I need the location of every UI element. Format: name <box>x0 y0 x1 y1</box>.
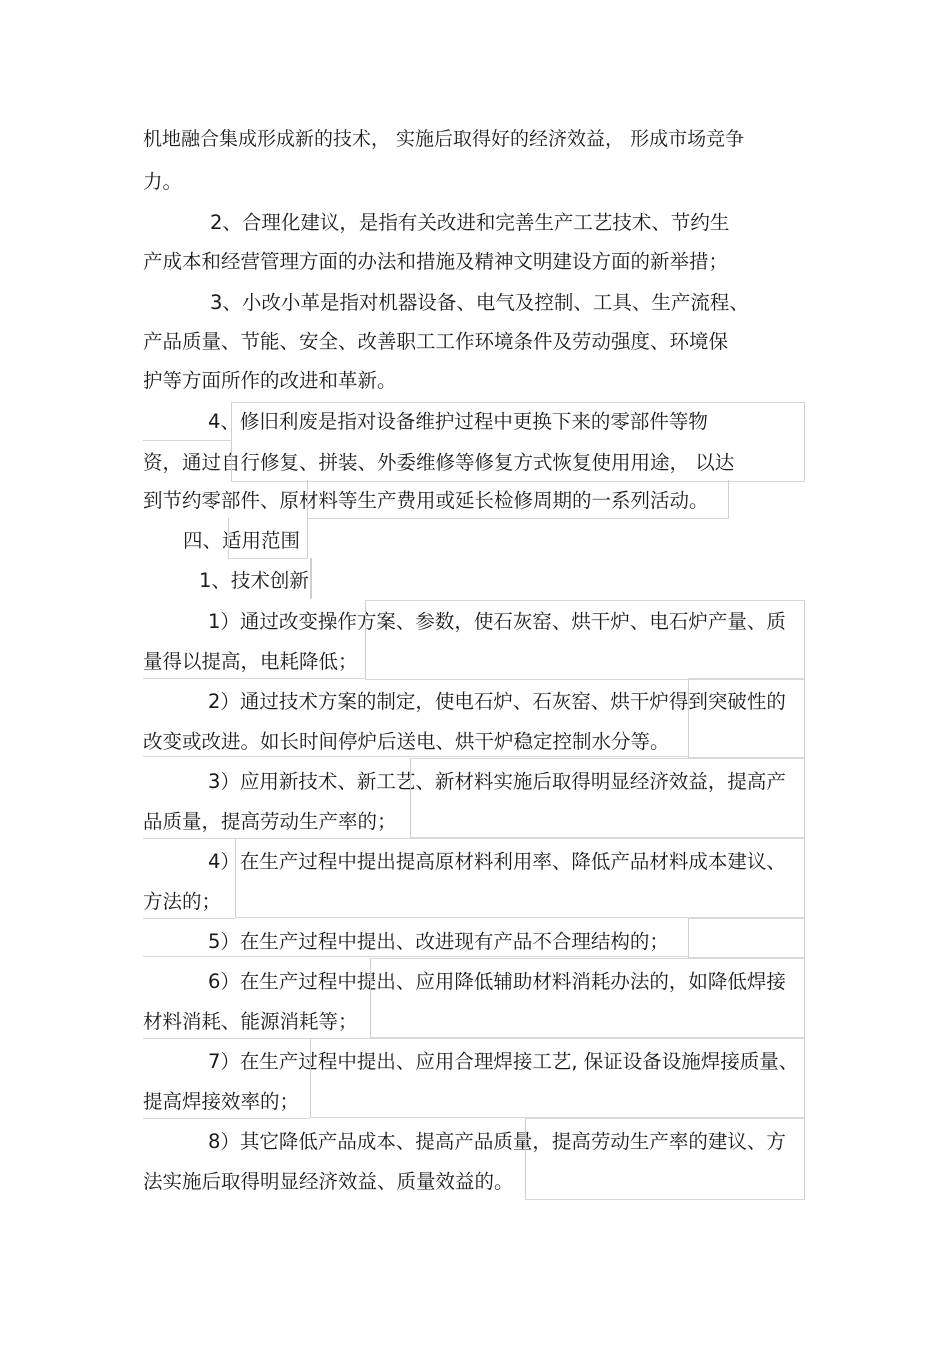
list-item-line: 品质量，提高劳动生产率的； <box>143 810 397 833</box>
list-item-line: 3）应用新技术、新工艺、新材料实施后取得明显经济效益，提高产 <box>208 770 786 793</box>
list-item-line: 8）其它降低产品成本、提高产品质量，提高劳动生产率的建议、方 <box>208 1130 786 1153</box>
list-item-line: 改变或改进。如长时间停炉后送电、烘干炉稳定控制水分等。 <box>143 730 670 753</box>
paragraph-line: 2、合理化建议，是指有关改进和完善生产工艺技术、节约生 <box>210 211 730 234</box>
scan-frame-line <box>143 1118 310 1119</box>
list-item-line: 6）在生产过程中提出、应用降低辅助材料消耗办法的，如降低焊接 <box>208 970 786 993</box>
list-item-line: 2）通过技术方案的制定，使电石炉、石灰窑、烘干炉得到突破性的 <box>208 690 786 713</box>
list-item-line: 方法的； <box>143 890 222 913</box>
paragraph-line: 3、小改小革是指对机器设备、电气及控制、工具、生产流程、 <box>210 291 749 314</box>
paragraph-line: 产成本和经营管理方面的办法和措施及精神文明建设方面的新举措； <box>143 250 729 273</box>
section-heading: 四、适用范围 <box>183 529 301 552</box>
subsection-heading: 1、技术创新 <box>199 569 309 592</box>
scan-frame-line <box>143 440 231 441</box>
paragraph-line: 护等方面所作的改进和革新。 <box>143 369 397 392</box>
list-item-line: 量得以提高，电耗降低； <box>143 650 358 673</box>
list-item-line: 提高焊接效率的； <box>143 1090 300 1113</box>
paragraph-line: 机地融合集成形成新的技术， 实施后取得好的经济效益， 形成市场竞争 <box>143 128 745 150</box>
list-item-line: 材料消耗、能源消耗等； <box>143 1010 358 1033</box>
scan-frame-line <box>143 838 410 839</box>
paragraph-line: 4、修旧利废是指对设备维护过程中更换下来的零部件等物 <box>208 410 708 433</box>
scan-frame <box>688 918 805 958</box>
list-item-line: 4）在生产过程中提出提高原材料利用率、降低产品材料成本建议、 <box>208 850 786 873</box>
scan-frame-line <box>143 918 235 919</box>
list-item-line: 法实施后取得明显经济效益、质量效益的。 <box>143 1170 514 1193</box>
scan-frame-line <box>143 678 365 679</box>
list-item-line: 1）通过改变操作方案、参数，使石灰窑、烘干炉、电石炉产量、质 <box>208 610 786 633</box>
list-item-line: 5）在生产过程中提出、改进现有产品不合理结构的； <box>208 930 669 953</box>
scan-frame-line <box>143 956 688 957</box>
scan-frame-line <box>143 756 688 757</box>
scan-frame-line <box>143 1038 370 1039</box>
list-item-line: 7）在生产过程中提出、应用合理焊接工艺, 保证设备设施焊接质量、 <box>208 1050 799 1073</box>
paragraph-line: 产品质量、节能、安全、改善职工工作环境条件及劳动强度、环境保 <box>143 330 729 353</box>
paragraph-line: 力。 <box>143 170 183 193</box>
paragraph-line: 资，通过自行修复、拼装、外委维修等修复方式恢复使用用途， 以达 <box>143 451 735 474</box>
paragraph-line: 到节约零部件、原材料等生产费用或延长检修周期的一系列活动。 <box>143 489 709 512</box>
scan-frame <box>310 558 312 599</box>
